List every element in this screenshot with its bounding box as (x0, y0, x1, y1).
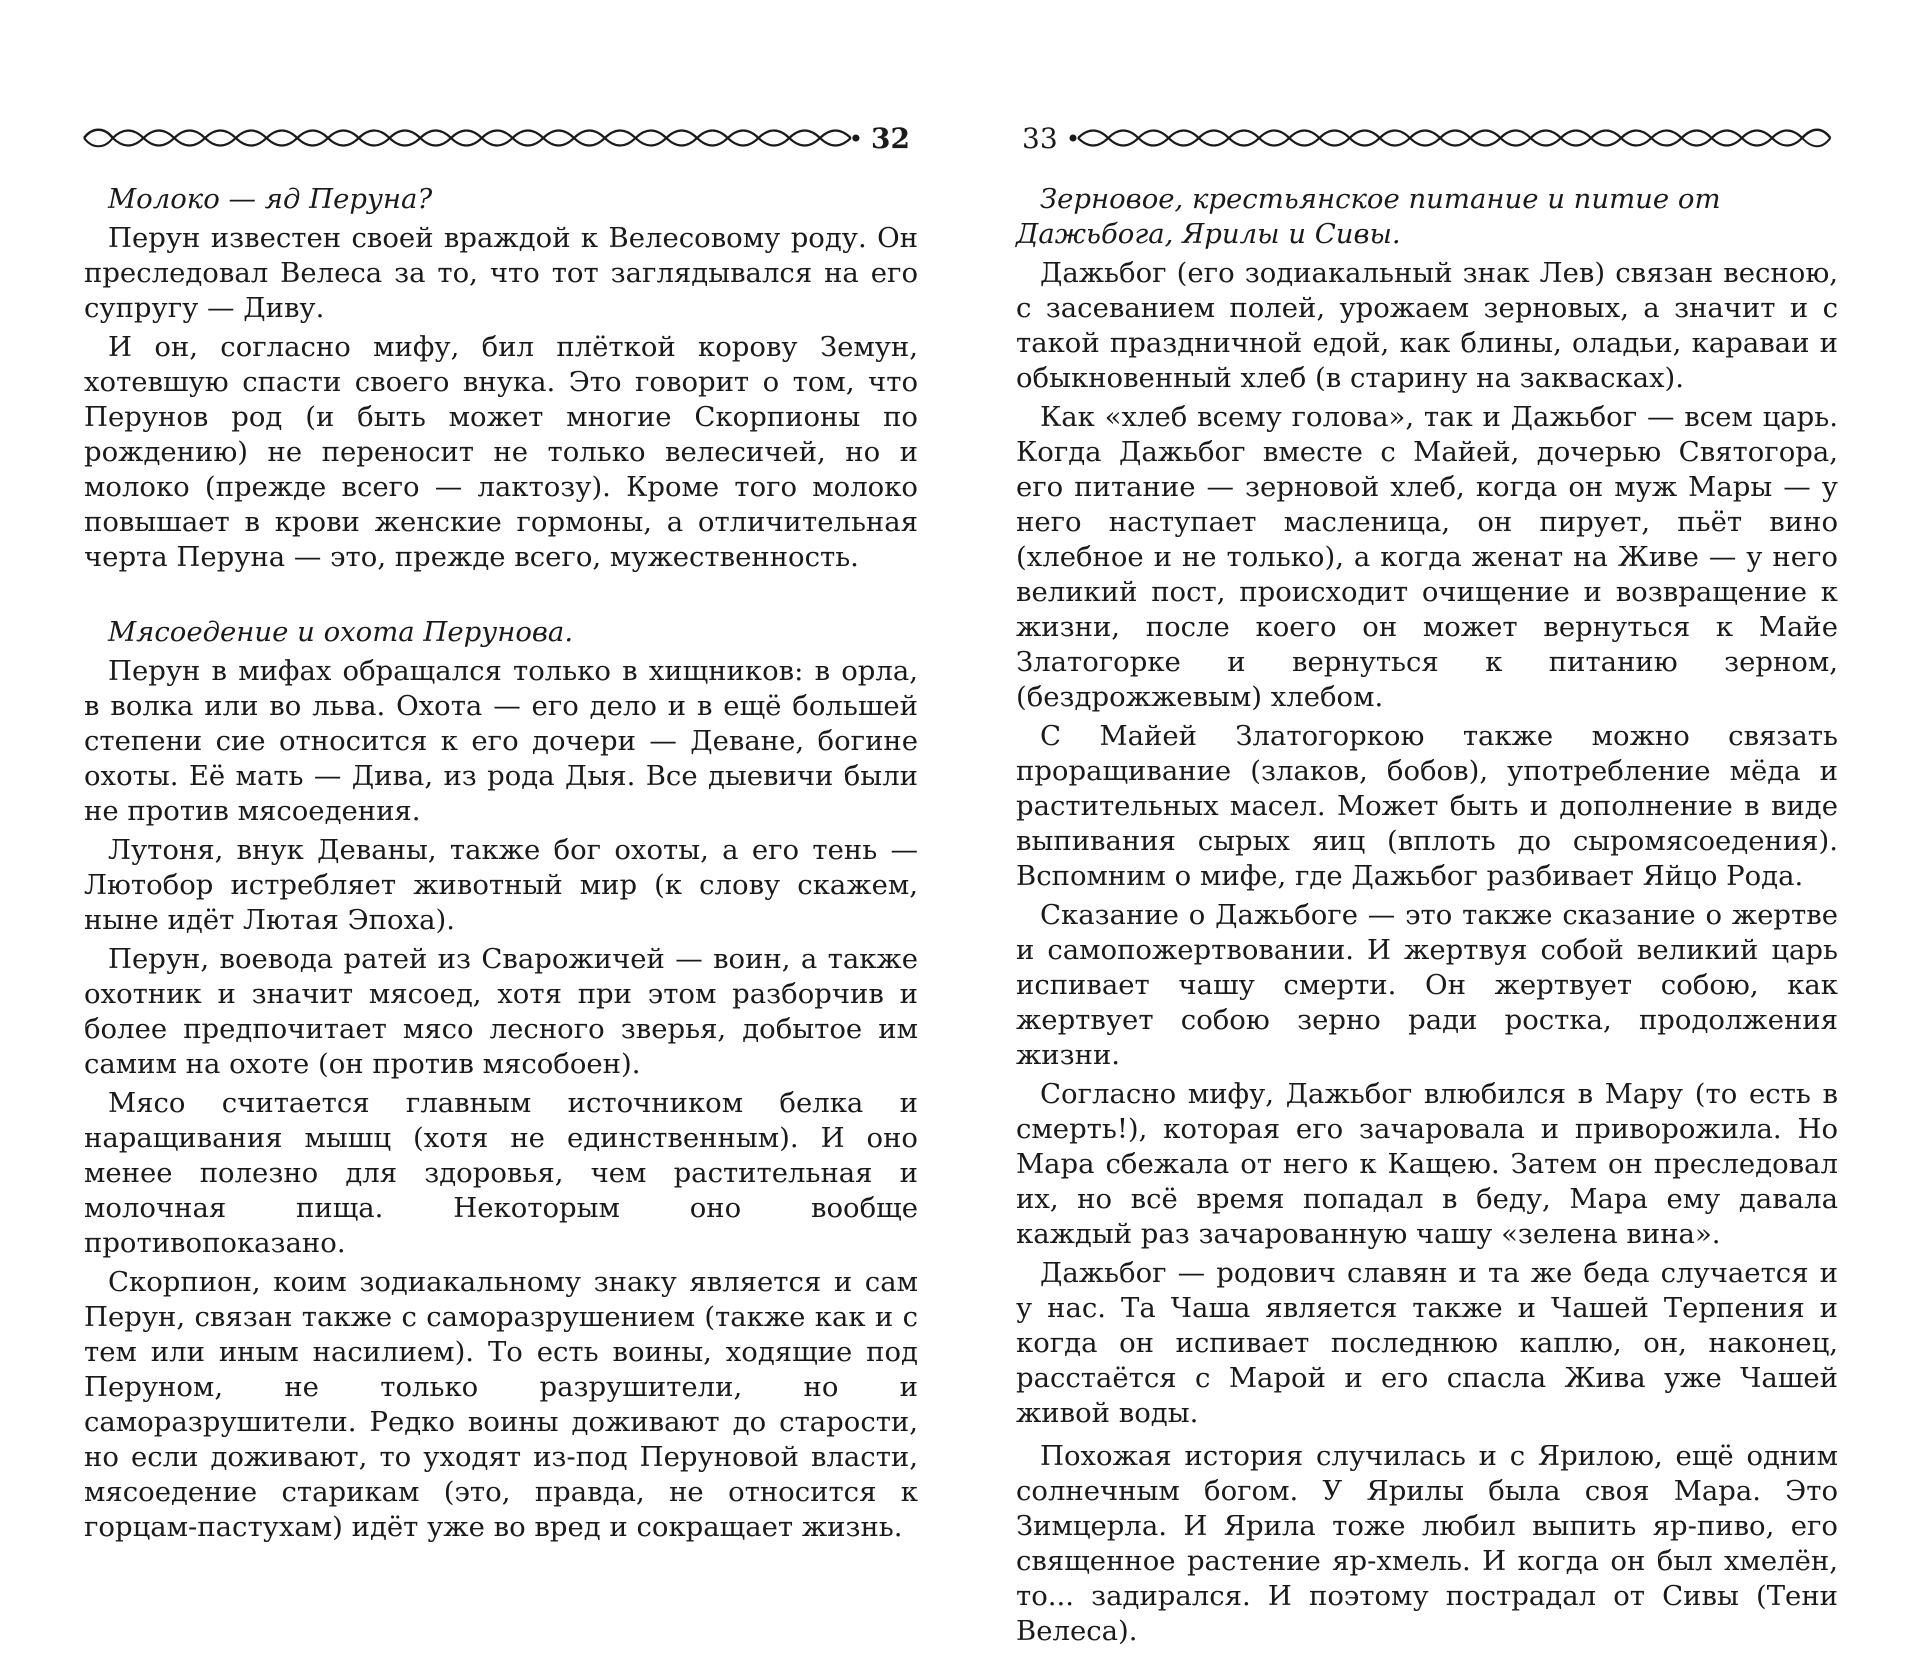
paragraph: Перун в мифах обращался только в хищников: в орла, в волка или во льва. Охота — его дело и в ещё большей степени сие относится к его дочери — Деване, богине охоты. Её мать — Дива, из рода Дыя. Все дыевичи были не против мясоедения. (84, 655, 918, 827)
paragraph: Перун известен своей враждой к Велесовому роду. Он преследовал Велеса за то, что тот заглядывался на его супругу — Диву. (84, 222, 918, 324)
paragraph: Согласно мифу, Дажьбог влюбился в Мару (то есть в смерть!), которая его зачаровала и приворожила. Но Мара сбежала от него к Кащею. Затем он преследовал их, но всё время попадал в беду, Мара ему давала каждый раз зачарованную чашу «зелена вина». (1016, 1078, 1838, 1250)
right-page (960, 0, 1919, 1647)
paragraph: Скорпион, коим зодиакальному знаку является и сам Перун, связан также с саморазрушением (также как и с тем или иным насилием). То есть воины, ходящие под Перуном, не только разрушители, но и саморазрушители. Редко воины доживают до старости, но если доживают, то уходят из-под Перуновой власти, мясоедение старикам (это, правда, не относится к горцам-пастухам) идёт уже во вред и сокращает жизнь. (84, 1266, 918, 1543)
paragraph: Как «хлеб всему голова», так и Дажьбог — всем царь. Когда Дажьбог вместе с Майей, дочерью Святогора, его питание — зерновой хлеб, когда он муж Мары — у него наступает масленица, он пирует, пьёт вино (хлебное и не только), а когда женат на Живе — у него великий пост, происходит очищение и возвращение к жизни, после коего он может вернуться к Майе Златогорке и вернуться к питанию зерном, (бездрожжевым) хлебом. (1016, 401, 1838, 713)
left-page (0, 0, 959, 1623)
paragraph: Дажьбог (его зодиакальный знак Лев) связан весною, с засеванием полей, урожаем зерновых, а значит и с такой праздничной едой, как блины, оладьи, караваи и обыкновенный хлеб (в старину на заквасках). (1016, 257, 1838, 394)
page-number: 32 (871, 121, 910, 155)
left-page-content (84, 182, 918, 1549)
decorative-ornament-border (1068, 123, 1832, 153)
paragraph: Лутоня, внук Деваны, также бог охоты, а его тень —Лютобор истребляет животный мир (к слову скажем, ныне идёт Лютая Эпоха). (84, 834, 918, 936)
decorative-ornament-border (82, 123, 861, 153)
paragraph: Перун, воевода ратей из Сварожичей — воин, а также охотник и значит мясоед, хотя при этом разборчив и более предпочитает мясо лесного зверья, добытое им самим на охоте (он против мясобоен). (84, 943, 918, 1080)
paragraph: Похожая история случилась и с Ярилою, ещё одним солнечным богом. У Ярилы была своя Мара. Это Зимцерла. И Ярила тоже любил выпить яр-пиво, его священное растение яр-хмель. И когда он был хмелён, то... задирался. И поэтому пострадал от Сивы (Тени Велеса). (1016, 1440, 1838, 1647)
paragraph: С Майей Златогоркою также можно связать проращивание (злаков, бобов), употребление мёда и растительных масел. Может быть и дополнение в виде выпивания сырых яиц (вплоть до сыромясоедения). Вспомним о мифе, где Дажьбог разбивает Яйцо Рода. (1016, 720, 1838, 892)
right-page-header (1012, 108, 1832, 168)
section-title: Мясоедение и охота Перунова. (108, 616, 574, 648)
left-page-header (82, 108, 920, 168)
section-title: Зерновое, крестьянское питание и питие от Дажьбога, Ярилы и Сивы. (1016, 183, 1721, 250)
paragraph: Сказание о Дажьбоге — это также сказание о жертве и самопожертвовании. И жертвуя собой великий царь испивает чашу смерти. Он жертвует собою, как жертвует собою зерно ради ростка, продолжения жизни. (1016, 899, 1838, 1071)
section-title: Молоко — яд Перуна? (108, 183, 433, 215)
paragraph: И он, согласно мифу, бил плёткой корову Земун, хотевшую спасти своего внука. Это говорит о том, что Перунов род (и быть может многие Скорпионы по рождению) не переносит не только велесичей, но и молоко (прежде всего — лактозу). Кроме того молоко повышает в крови женские гормоны, а отличительная черта Перуна — это, прежде всего, мужественность. (84, 331, 918, 573)
right-page-content (1016, 182, 1838, 1653)
page-number: 33 (1022, 121, 1058, 155)
paragraph: Мясо считается главным источником белка и наращивания мышц (хотя не единственным). И оно менее полезно для здоровья, чем растительная и молочная пища. Некоторым оно вообще противопоказано. (84, 1087, 918, 1259)
paragraph: Дажьбог — родович славян и та же беда случается и у нас. Та Чаша является также и Чашей Терпения и когда он испивает последнюю каплю, он, наконец, расстаётся с Марой и его спасла Жива уже Чашей живой воды. (1016, 1257, 1838, 1429)
